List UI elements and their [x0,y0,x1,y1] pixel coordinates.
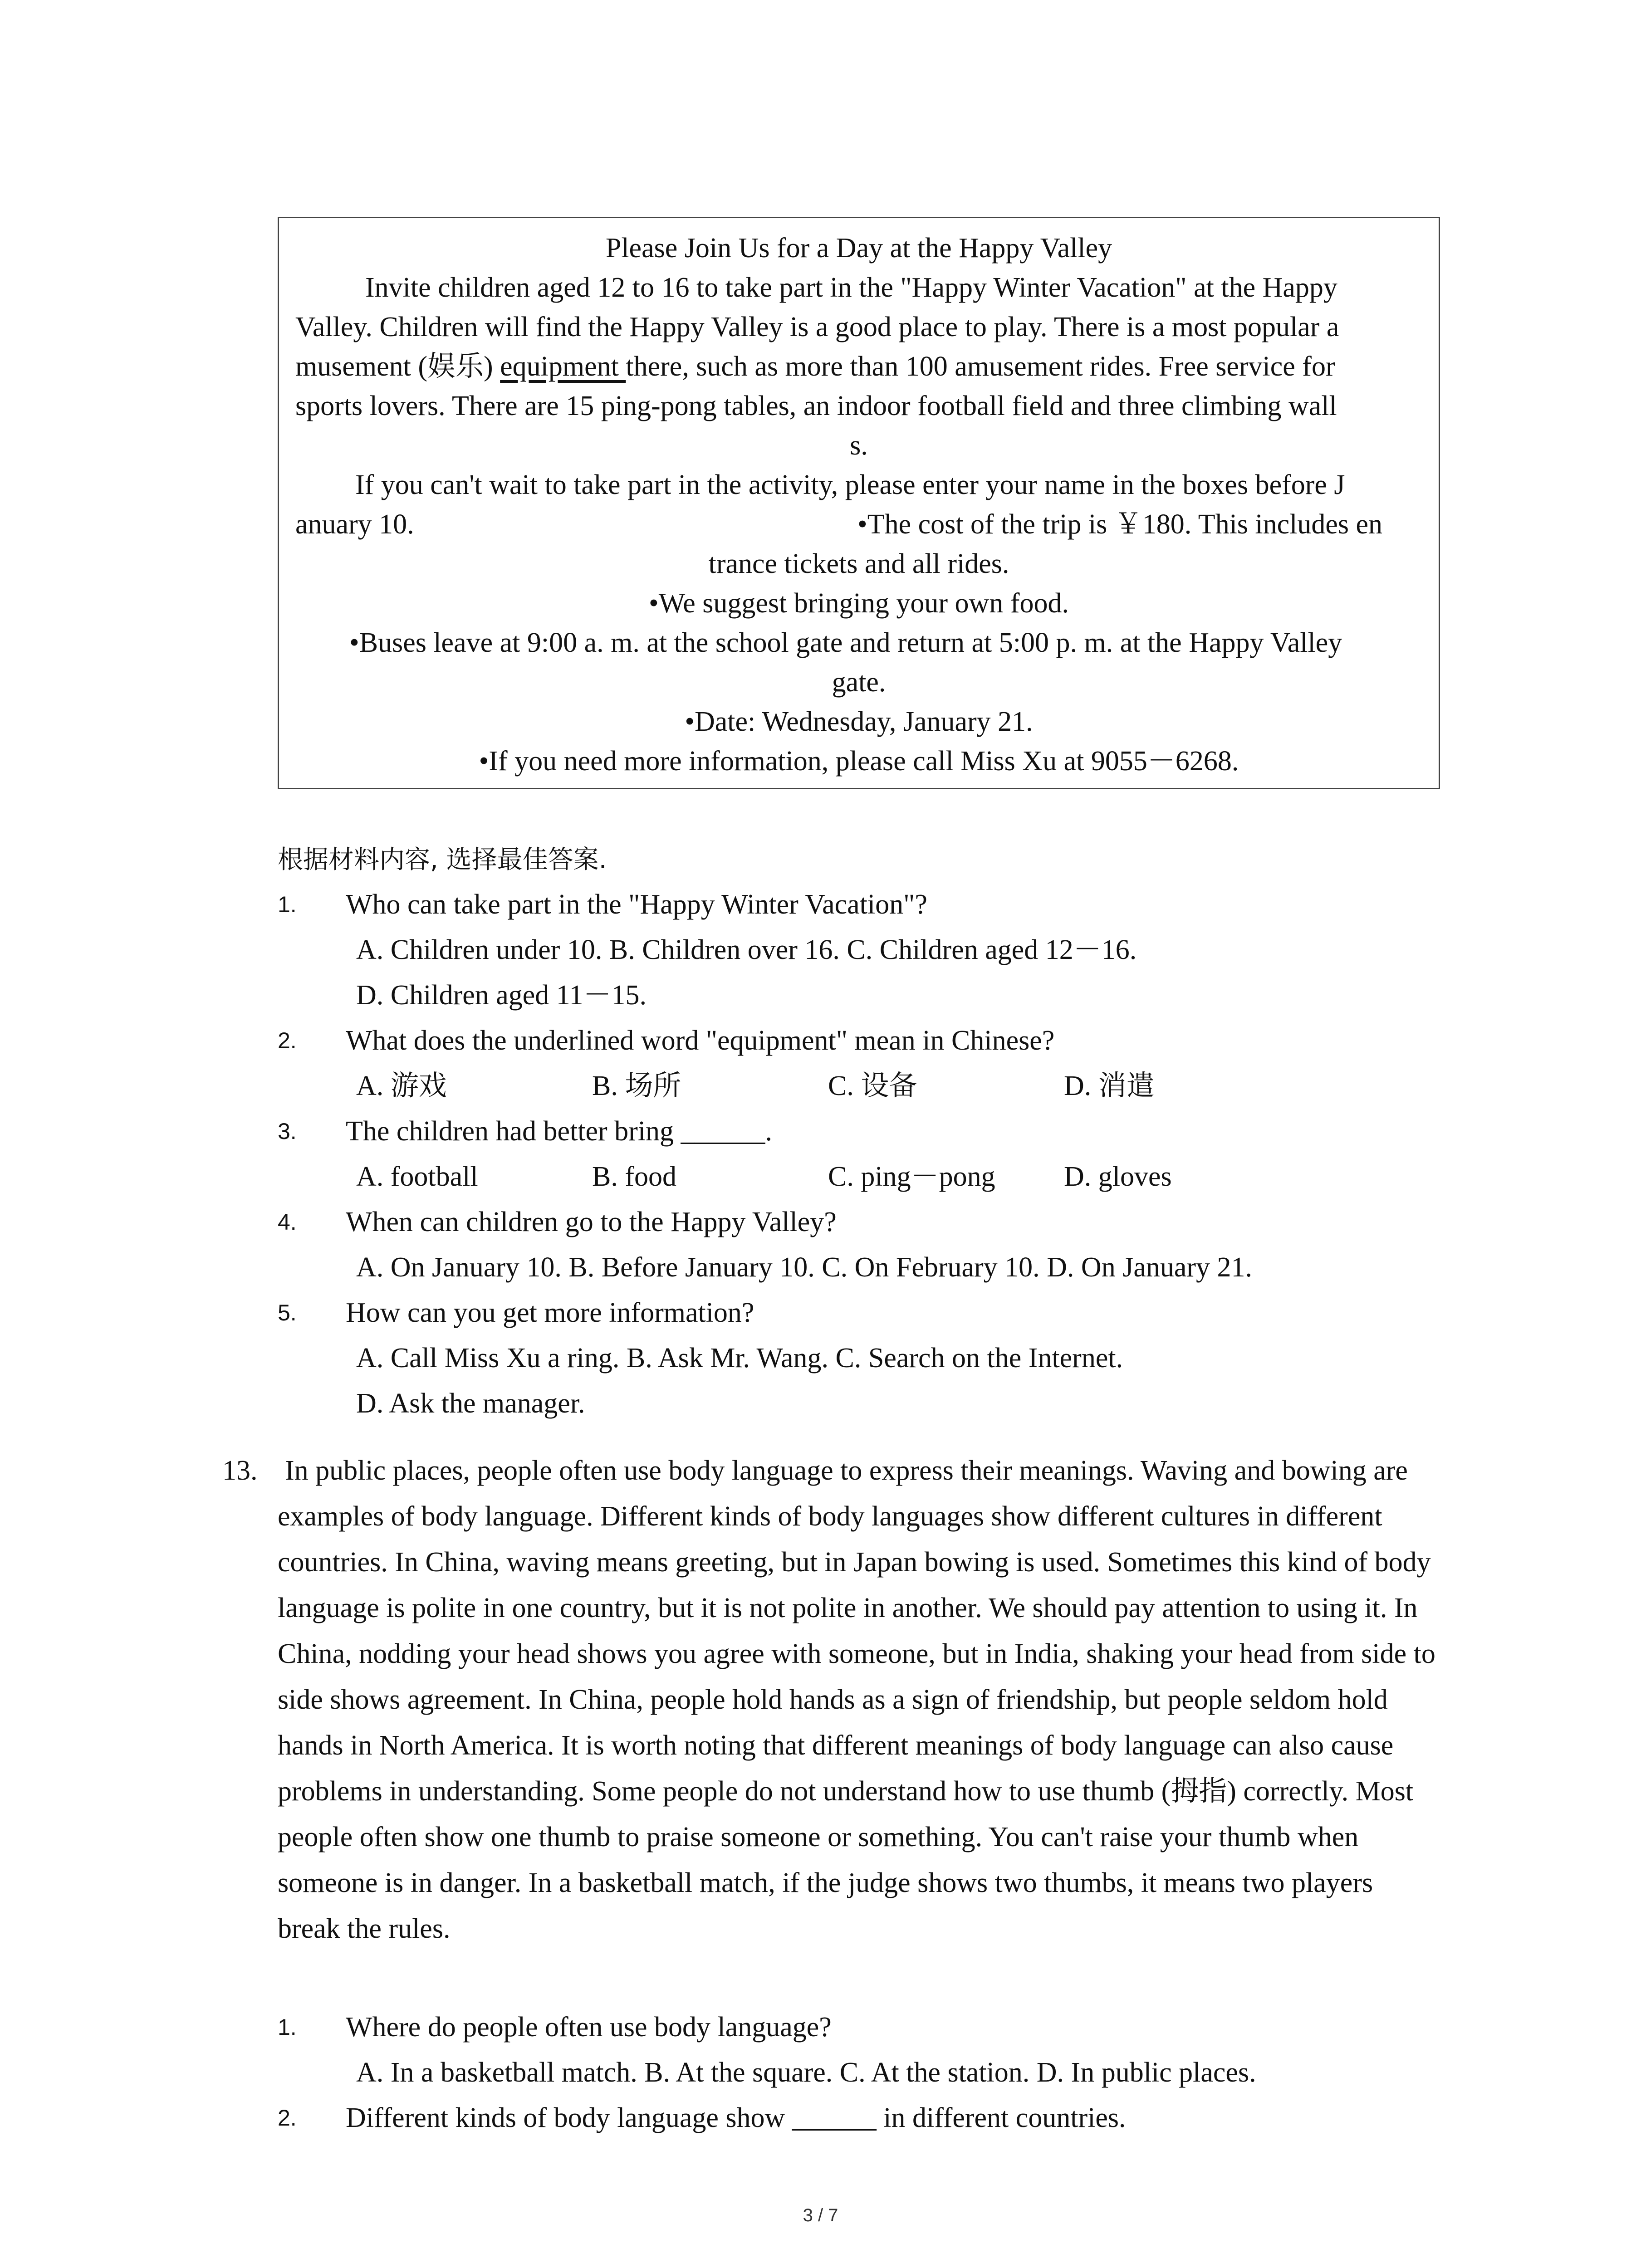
question-text: Who can take part in the "Happy Winter Vacation"? [346,889,927,920]
options-line: A. In a basketball match. B. At the square. C. At the station. D. In public places. [356,2057,1256,2088]
options-line: A. On January 10. B. Before January 10. C. On February 10. D. On January 21. [356,1252,1253,1283]
notice-box [278,217,1440,789]
passage-text: In public places, people often use body language to express their meanings. Waving and bowing are examples of body language. Different kinds of body languages show different cultures in different countries. In China, waving means greeting, but in Japan bowing is used. Sometimes this kind of body language is polite in one country, but it is not polite in another. We should pay attention to using it. In China, nodding your head shows you agree with someone, but in India, shaking your head from side to side shows agreement. In China, people hold hands as a sign of friendship, but people seldom hold hands in North America. It is worth noting that different meanings of body language can also cause problems in understanding. Some people do not understand how to use thumb (拇指) correctly. Most people often show one thumb to praise someone or something. You can't raise your thumb when someone is in danger. In a basketball match, if the judge shows two thumbs, it means two players break the rules. [278,1455,1435,1944]
option-c: C. ping－pong [828,1161,995,1192]
notice-line [295,347,1335,386]
question-text: Different kinds of body language show ______ in different countries. [346,2102,1126,2133]
options-line: D. Ask the manager. [356,1388,585,1419]
question-text: How can you get more information? [346,1297,754,1328]
option-a: A. football [356,1161,478,1192]
question-text: What does the underlined word "equipment" mean in Chinese? [346,1025,1055,1056]
option-b: B. food [592,1161,676,1192]
notice-line: •The cost of the trip is ￥180. This includes en [857,509,1383,540]
option-d: D. gloves [1064,1161,1172,1192]
options-line: A. Children under 10. B. Children over 16. C. Children aged 12－16. [356,934,1137,965]
notice-line: sports lovers. There are 15 ping-pong tables, an indoor football field and three climbing wall [295,391,1337,421]
notice-line: •We suggest bringing your own food. [649,588,1069,619]
question-text: When can children go to the Happy Valley? [346,1207,837,1237]
option-a [356,1066,447,1106]
page-number: 3 / 7 [803,2205,838,2225]
option-b [592,1066,681,1106]
question-number: 5. [278,1300,297,1325]
options-line: D. Children aged 11－15. [356,980,647,1011]
instructions: 根据材料内容, 选择最佳答案. [278,845,607,875]
notice-line: Invite children aged 12 to 16 to take part in the "Happy Winter Vacation" at the Happy [365,272,1337,303]
question-number: 2. [278,1028,297,1053]
question-text: The children had better bring ______. [346,1116,773,1147]
option-text: D. 消遣 [1064,1070,1155,1101]
notice-line: •If you need more information, please call Miss Xu at 9055－6268. [479,746,1239,777]
notice-text: there, such as more than 100 amusement rides. Free service for [626,351,1335,382]
question-number: 1. [278,892,297,917]
question-number: 2. [278,2105,297,2131]
option-text: A. 游戏 [356,1070,447,1101]
option-c [828,1066,917,1106]
question-number: 3. [278,1119,297,1144]
notice-line: gate. [832,667,886,698]
notice-line: anuary 10. [295,509,414,540]
option-text: C. 设备 [828,1070,917,1101]
notice-line: •Date: Wednesday, January 21. [685,706,1033,737]
notice-line: s. [850,430,868,461]
question-number: 1. [278,2014,297,2040]
option-d [1064,1066,1155,1106]
notice-line: Valley. Children will find the Happy Valley is a good place to play. There is a most popular a [295,312,1339,342]
option-text: B. 场所 [592,1070,681,1101]
passage-number: 13. [222,1455,258,1486]
notice-line: •Buses leave at 9:00 a. m. at the school gate and return at 5:00 p. m. at the Happy Valley [349,627,1342,658]
question-text: Where do people often use body language? [346,2012,832,2043]
options-line: A. Call Miss Xu a ring. B. Ask Mr. Wang. C. Search on the Internet. [356,1343,1123,1374]
notice-line: If you can't wait to take part in the activity, please enter your name in the boxes before J [355,469,1345,500]
underlined-word-equipment: equipment [500,351,626,382]
notice-title: Please Join Us for a Day at the Happy Valley [605,233,1112,264]
notice-text: musement (娱乐) [295,351,500,382]
question-number: 4. [278,1209,297,1235]
notice-line: trance tickets and all rides. [708,548,1009,579]
